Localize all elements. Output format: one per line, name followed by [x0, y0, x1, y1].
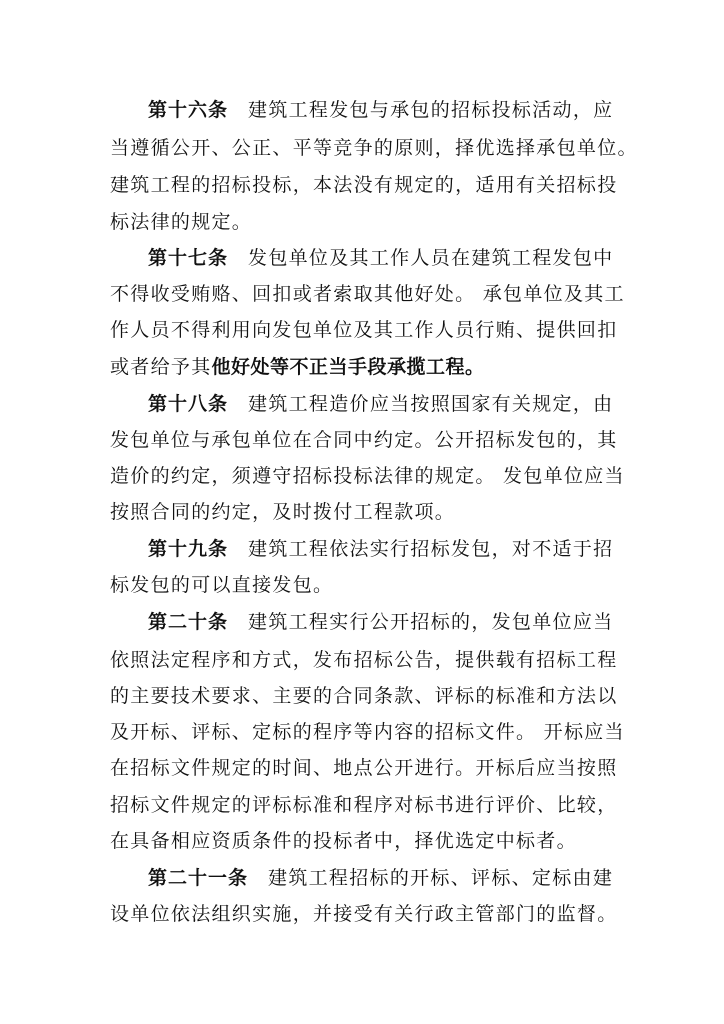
article-20-line-2: 依照法定程序和方式，发布招标公告，提供载有招标工程	[110, 649, 618, 671]
article-21-line-2: 设单位依法组织实施，并接受有关行政主管部门的监督。	[110, 903, 618, 925]
article-19-label: 第十九条	[148, 538, 229, 560]
article-18-line-2: 发包单位与承包单位在合同中约定。公开招标发包的，其	[110, 429, 618, 451]
article-18-line-3: 造价的约定，须遵守招标投标法律的规定。 发包单位应当	[110, 465, 625, 487]
article-17-label: 第十七条	[148, 247, 229, 269]
article-17-line-4: 或者给予其他好处等不正当手段承揽工程。	[110, 356, 485, 378]
article-18-line-1: 第十八条 建筑工程造价应当按照国家有关规定，由	[148, 393, 614, 415]
article-20-line-1: 第二十条 建筑工程实行公开招标的，发包单位应当	[148, 611, 614, 633]
article-16-label: 第十六条	[148, 99, 229, 121]
article-20-line-3: 的主要技术要求、主要的合同条款、评标的标准和方法以	[110, 685, 618, 707]
article-20-line-7: 在具备相应资质条件的投标者中，择优选定中标者。	[110, 830, 577, 852]
article-20-label: 第二十条	[148, 611, 229, 633]
article-17-line-3: 作人员不得利用向发包单位及其工作人员行贿、提供回扣	[110, 319, 618, 341]
article-20-line-5: 在招标文件规定的时间、地点公开进行。开标后应当按照	[110, 757, 618, 779]
article-18-label: 第十八条	[148, 393, 229, 415]
article-18-line-4: 按照合同的约定，及时拨付工程款项。	[110, 501, 456, 523]
article-19-line-1: 第十九条 建筑工程依法实行招标发包，对不适于招	[148, 538, 614, 560]
article-20-line-6: 招标文件规定的评标标准和程序对标书进行评价、比较，	[110, 794, 618, 816]
article-16-line-1: 第十六条 建筑工程发包与承包的招标投标活动，应	[148, 99, 614, 121]
article-16-line-4: 标法律的规定。	[110, 211, 253, 233]
article-17-line-1: 第十七条 发包单位及其工作人员在建筑工程发包中	[148, 247, 614, 269]
article-20-line-4: 及开标、评标、定标的程序等内容的招标文件。 开标应当	[110, 721, 625, 743]
article-21-label: 第二十一条	[148, 867, 249, 889]
article-16-line-2: 当遵循公开、公正、平等竞争的原则，择优选择承包单位。	[110, 137, 638, 159]
article-21-line-1: 第二十一条 建筑工程招标的开标、评标、定标由建	[148, 867, 614, 889]
article-16-line-3: 建筑工程的招标投标，本法没有规定的，适用有关招标投	[110, 174, 618, 196]
article-17-line-2: 不得收受贿赂、回扣或者索取其他好处。 承包单位及其工	[110, 283, 625, 305]
bold-text: 他好处等不正当手段承揽工程。	[211, 356, 485, 378]
article-19-line-2: 标发包的可以直接发包。	[110, 574, 334, 596]
